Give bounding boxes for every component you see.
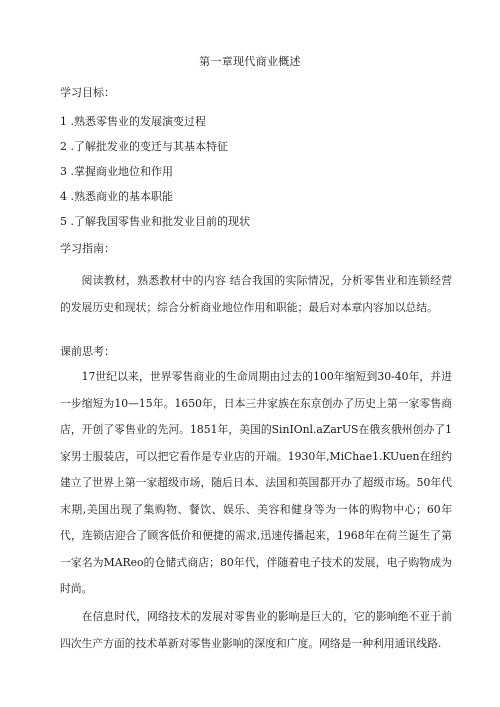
objective-item-2: 2 .了解批发业的变迁与其基本特征 [60,140,228,153]
objective-item-5: 5 .了解我国零售业和批发业目前的现状 [60,215,250,228]
objectives-heading: 学习目标： [60,86,115,99]
objective-item-3: 3 .掌握商业地位和作用 [60,165,173,178]
guide-heading: 学习指南： [60,242,115,255]
body-paragraph-1: 17世纪以来，世界零售商业的生命周期由过去的100年缩短到30-40年，并进一步缩短为10—15年。1650年，日本三井家族在东京创办了历史上第一家零售商店，开创了零售业的先河。1851年，美国的SinIOnl.aZarUS在俄亥俄州创办了1家男士服装店，可以把它看作是专业店的开端。1930年,MiChae1.KUuen在纽约建立了世界上第一家超级市场，随后日本、法国和英国都开办了超级市场。50年代末期,美国出现了集购物、餐饮、娱乐、美容和健身等为一体的购物中心；60年代，连锁店迎合了顾客低价和便捷的需求,迅速传播起来，1968年在荷兰诞生了第一家名为MAReo的仓储式商店；80年代，伴随着电子技术的发展，电子购物成为时尚。 [60,370,452,595]
body-paragraph-2: 在信息时代，网络技术的发展对零售业的影响是巨大的，它的影响绝不亚于前四次生产方面的技术革新对零售业影响的深度和广度。网络是一种利用通讯线路. [60,610,452,650]
guide-paragraph: 阅读教材，熟悉教材中的内容 结合我国的实际情况，分析零售业和连锁经营的发展历史和现状；综合分析商业地位作用和职能；最后对本章内容加以总结。 [60,274,452,314]
pre-class-heading: 课前思考： [60,345,115,358]
objective-item-1: 1 .熟悉零售业的发展演变过程 [60,115,206,128]
objective-item-4: 4 .熟悉商业的基本职能 [60,190,173,203]
chapter-title: 第一章现代商业概述 [199,55,301,68]
